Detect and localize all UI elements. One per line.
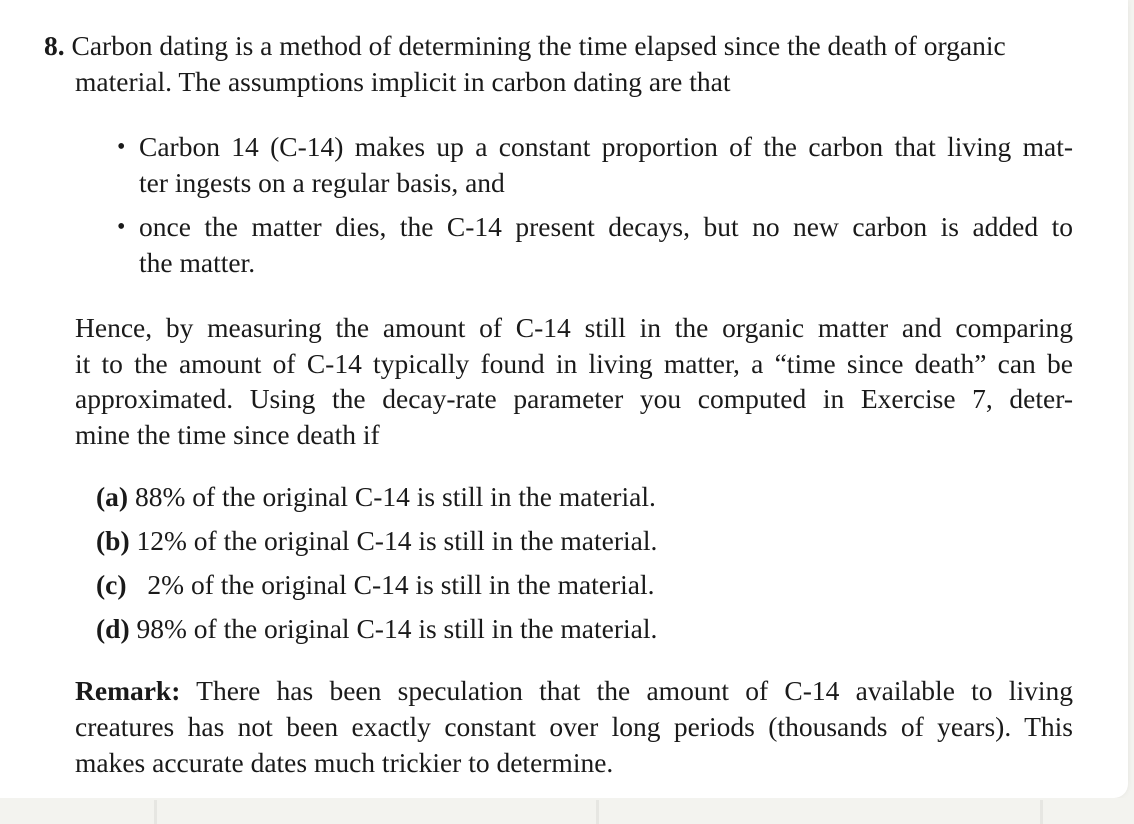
divider	[154, 800, 157, 824]
remark-line-3: makes accurate dates much trickier to determine.	[75, 747, 614, 778]
remark-label: Remark:	[75, 675, 181, 706]
hence-line-2: it to the amount of C-14 typically found in living matter, a “time since death” can be	[75, 348, 1073, 379]
part-d-label: (d)	[96, 613, 130, 644]
part-a	[96, 479, 656, 515]
problem-intro-text-2: material. The assumptions implicit in carbon dating are that	[75, 66, 731, 97]
part-a-label: (a)	[96, 481, 129, 512]
bullet-1-line-1: Carbon 14 (C-14) makes up a constant proportion of the carbon that living mat-	[139, 131, 1073, 162]
problem-intro-text-1: Carbon dating is a method of determining the time elapsed since the death of organic	[71, 30, 1006, 61]
divider	[1040, 800, 1043, 824]
part-c	[96, 567, 655, 603]
part-b-label: (b)	[96, 525, 130, 556]
problem-intro-line-1	[44, 28, 1072, 64]
part-a-text: 88% of the original C-14 is still in the material.	[134, 481, 656, 512]
hence-line-4: mine the time since death if	[75, 419, 380, 450]
divider	[596, 800, 599, 824]
part-d	[96, 611, 657, 647]
bullet-2-line-1: once the matter dies, the C-14 present decays, but no new carbon is added to	[139, 211, 1073, 242]
part-c-text: 2% of the original C-14 is still in the material.	[147, 569, 655, 600]
bullet-2-symbol: •	[117, 214, 126, 240]
part-b-text: 12% of the original C-14 is still in the material.	[136, 525, 658, 556]
hence-line-3: approximated. Using the decay-rate parameter you computed in Exercise 7, deter-	[75, 383, 1073, 414]
hence-line-1: Hence, by measuring the amount of C-14 still in the organic matter and comparing	[75, 312, 1073, 343]
bullet-2-line-2: the matter.	[139, 247, 256, 278]
problem-intro-line-2	[75, 64, 731, 100]
part-d-text: 98% of the original C-14 is still in the material.	[136, 613, 658, 644]
problem-number: 8.	[44, 30, 65, 61]
page-bottom-margin	[0, 798, 1134, 824]
remark-text-1: There has been speculation that the amount of C-14 available to living	[196, 675, 1073, 706]
part-b	[96, 523, 657, 559]
remark-line-2: creatures has not been exactly constant over long periods (thousands of years). This	[75, 711, 1073, 742]
remark-line-1	[75, 673, 1073, 709]
bullet-1-symbol: •	[117, 134, 126, 160]
bullet-1-line-2: ter ingests on a regular basis, and	[139, 167, 505, 198]
part-c-label: (c)	[96, 569, 127, 600]
